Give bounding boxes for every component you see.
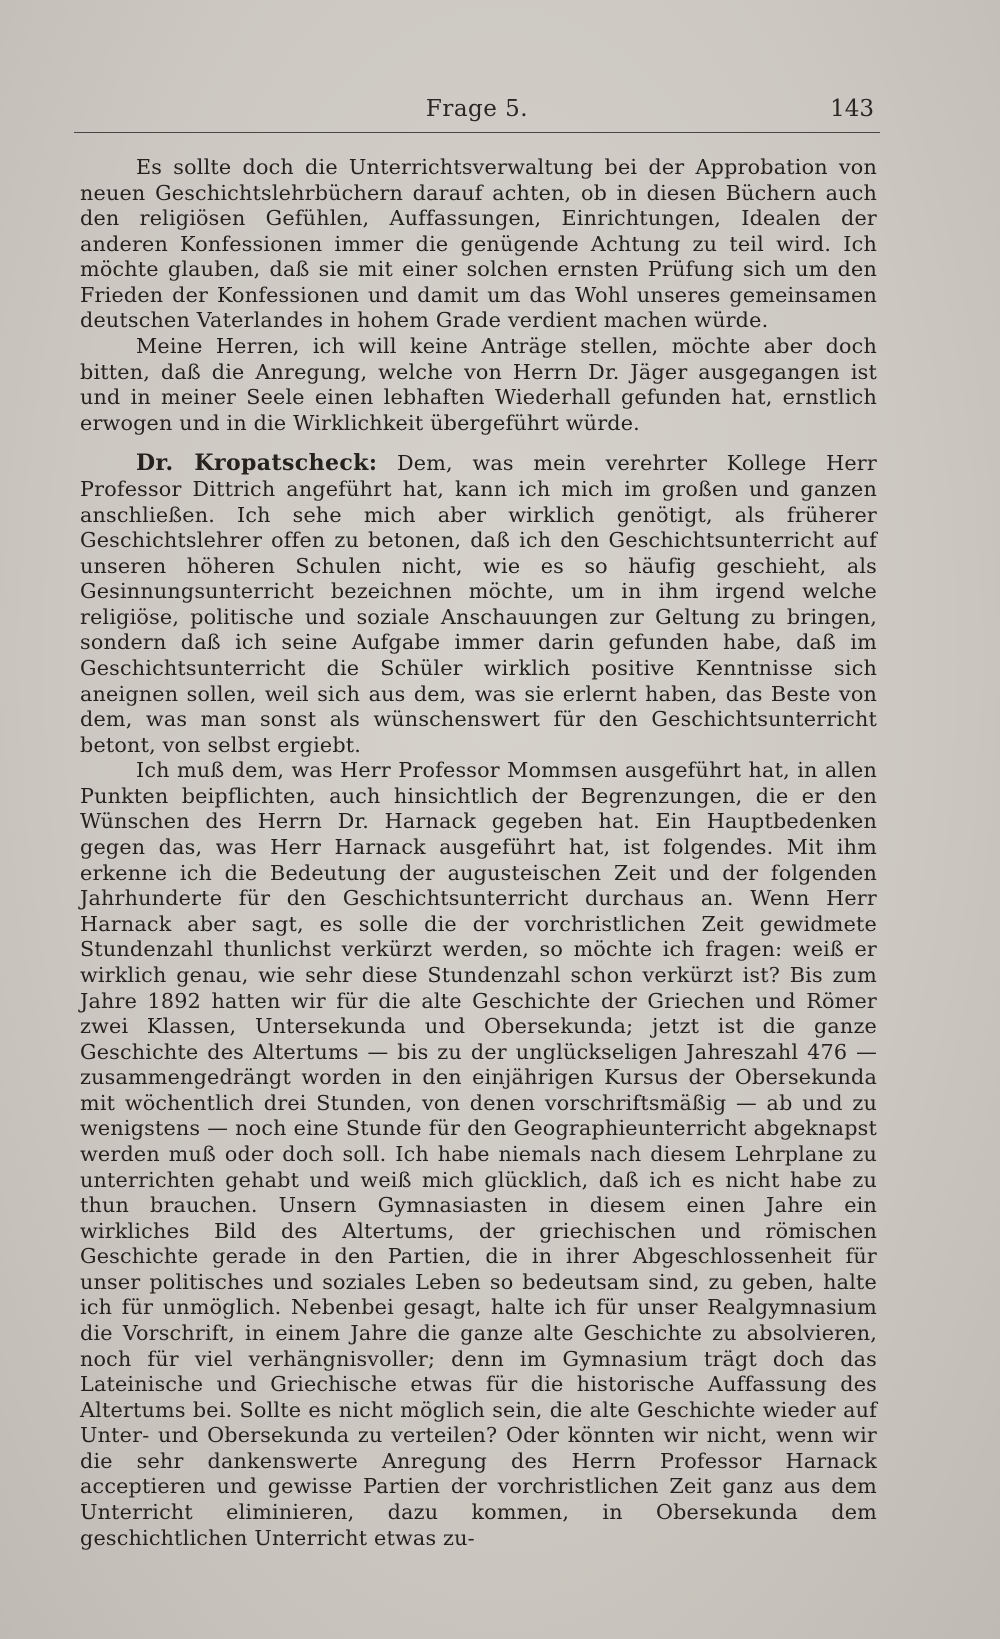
paragraph-text: Es sollte doch die Unterrichtsverwaltung bei der Approbation von neuen Geschichtslehrbüchern darauf achten, ob in diesen Büchern auch den religiösen Gefühlen, Auffassungen, Einrichtungen, Idealen der anderen Konfessionen immer die genügende Achtung zu teil wird. Ich möchte glauben, daß sie mit einer solchen ernsten Prüfung sich um den Frieden der Konfessionen und damit um das Wohl unseres gemeinsamen deutschen Vaterlandes in hohem Grade verdient machen würde. (80, 155, 877, 333)
speaker-name: Dr. Kropatscheck: (136, 450, 378, 477)
paragraph-text: Meine Herren, ich will keine Anträge stellen, möchte aber doch bitten, daß die Anregung, welche von Herrn Dr. Jäger ausgegangen ist und in meiner Seele einen lebhaften Wiederhall gefunden hat, ernstlich erwogen und in die Wirklichkeit übergeführt würde. (80, 334, 877, 435)
header-rule (74, 132, 880, 133)
paragraph-text: Ich muß dem, was Herr Professor Mommsen ausgeführt hat, in allen Punkten beipflichten, auch hinsichtlich der Begrenzungen, die er den Wünschen des Herrn Dr. Harnack gegeben hat. Ein Hauptbedenken gegen das, was Herr Harnack ausgeführt hat, ist folgendes. Mit ihm erkenne ich die Bedeutung der augusteischen Zeit und der folgenden Jahrhunderte für den Geschichtsunterricht durchaus an. Wenn Herr Harnack aber sagt, es solle die der vorchristlichen Zeit gewidmete Stundenzahl thunlichst verkürzt werden, so möchte ich fragen: weiß er wirklich genau, wie sehr diese Stundenzahl schon verkürzt ist? Bis zum Jahre 1892 hatten wir für die alte Geschichte der Griechen und Römer zwei Klassen, Untersekunda und Obersekunda; jetzt ist die ganze Geschichte des Altertums — bis zu der unglückseligen Jahreszahl 476 — zusammengedrängt worden in den einjährigen Kursus der Obersekunda mit wöchentlich drei Stunden, von denen vorschriftsmäßig — ab und zu wenigstens — noch eine Stunde für den Geographieunterricht abgeknapst werden muß oder doch soll. Ich habe niemals nach diesem Lehrplane zu unterrichten gehabt und weiß mich glücklich, daß ich es nicht habe zu thun brauchen. Unsern Gymnasiasten in diesem einen Jahre ein wirkliches Bild des Altertums, der griechischen und römischen Geschichte gerade in den Partien, die in ihrer Abgeschlossenheit für unser politisches und soziales Leben so bedeutsam sind, zu geben, halte ich für unmöglich. Nebenbei gesagt, halte ich für unser Realgymnasium die Vorschrift, in einem Jahre die ganze alte Geschichte zu absolvieren, noch für viel verhängnisvoller; denn im Gymnasium trägt doch das Lateinische und Griechische etwas für die historische Auffassung des Altertums bei. Sollte es nicht möglich sein, die alte Geschichte wieder auf Unter- und Obersekunda zu verteilen? Oder könnten wir nicht, wenn wir die sehr dankenswerte Anregung des Herrn Professor Harnack acceptieren und gewisse Partien der vorchristlichen Zeit ganz aus dem Unterricht eliminieren, dazu kommen, in Obersekunda dem geschichtlichen Unterricht etwas zu- (80, 758, 877, 1550)
page-number: 143 (830, 96, 874, 122)
paragraph-1 (80, 155, 877, 334)
body-text (80, 155, 877, 1551)
paragraph-text: Dem, was mein verehrter Kollege Herr Professor Dittrich angeführt hat, kann ich mich im großen und ganzen anschließen. Ich sehe mich aber wirklich genötigt, als früherer Geschichtslehrer offen zu betonen, daß ich den Geschichtsunterricht auf unseren höheren Schulen nicht, wie es so häufig geschieht, als Gesinnungsunterricht bezeichnen möchte, um in ihm irgend welche religiöse, politische und soziale Anschauungen zur Geltung zu bringen, sondern daß ich seine Aufgabe immer darin gefunden habe, daß im Geschichtsunterricht die Schüler wirklich positive Kenntnisse sich aneignen sollen, weil sich aus dem, was sie erlernt haben, das Beste von dem, was man sonst als wünschenswert für den Geschichtsunterricht betont, von selbst ergiebt. (80, 451, 877, 757)
page-header (80, 96, 874, 132)
paragraph-4 (80, 758, 877, 1551)
running-head: Frage 5. (425, 96, 529, 122)
paragraph-2 (80, 334, 877, 436)
paragraph-3 (80, 451, 877, 758)
